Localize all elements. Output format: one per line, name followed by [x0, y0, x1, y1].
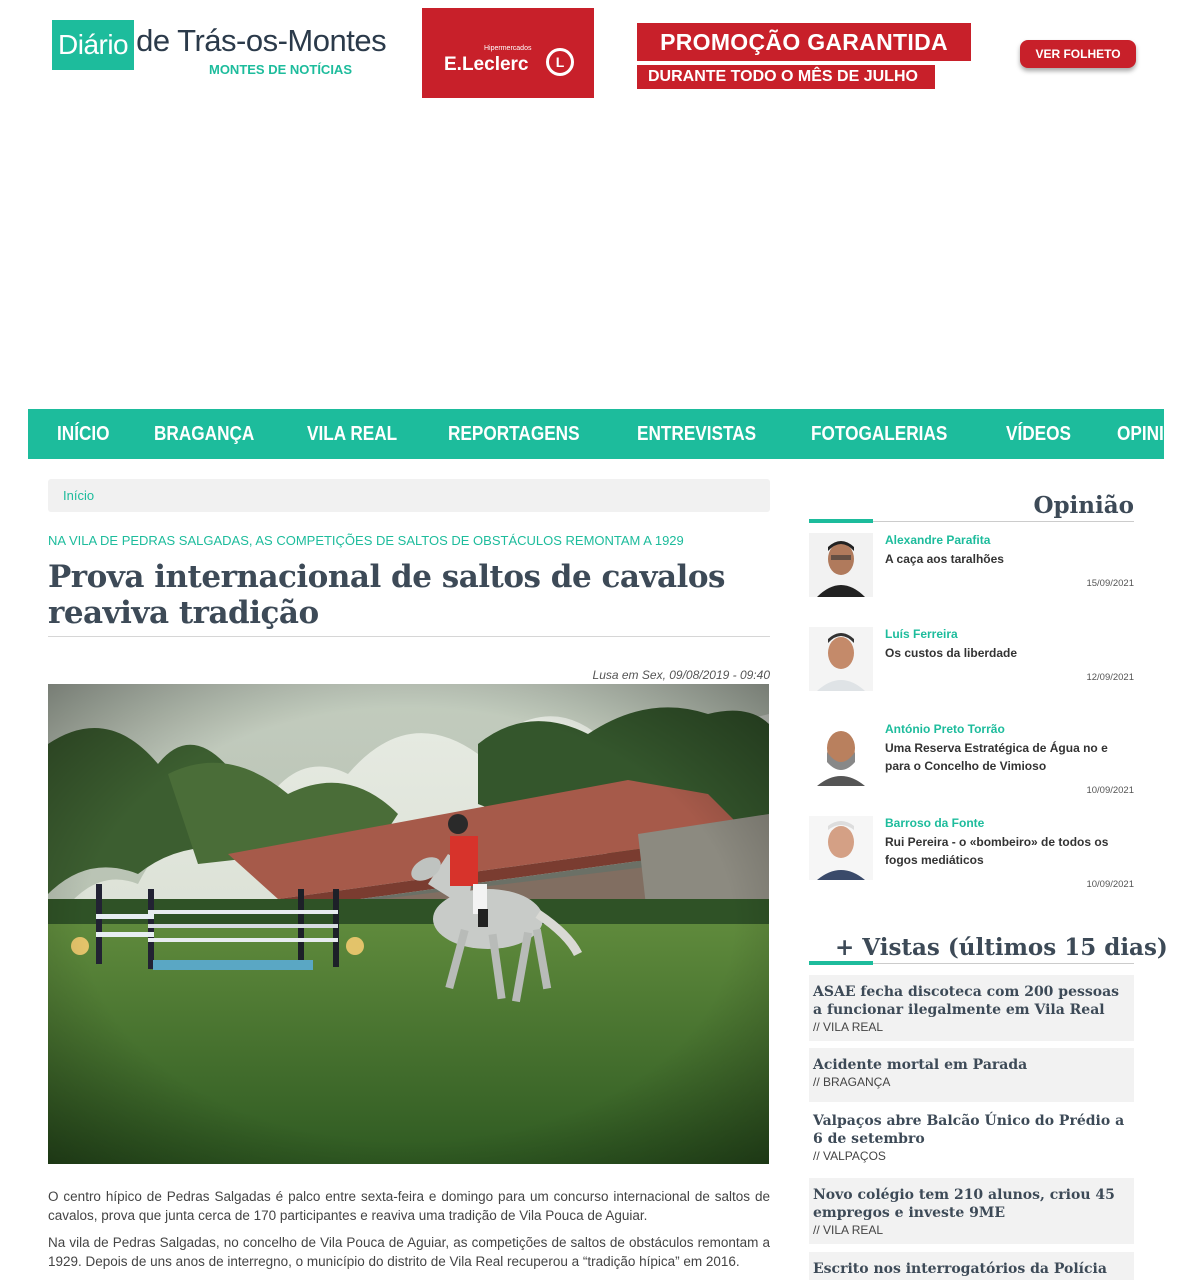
opinion-item[interactable] — [809, 533, 1134, 613]
opinion-author[interactable]: António Preto Torrão — [885, 722, 1005, 736]
site-logo[interactable] — [52, 20, 387, 77]
article-kicker: NA VILA DE PEDRAS SALGADAS, AS COMPETIÇÕES DE SALTOS DE OBSTÁCULOS REMONTAM A 1929 — [48, 533, 684, 548]
most-viewed-category[interactable]: // VILA REAL — [813, 1020, 884, 1034]
section-accent-bar — [809, 519, 873, 523]
opinion-item[interactable] — [809, 627, 1134, 707]
logo-box: Diário — [52, 20, 134, 70]
leclerc-ad-banner[interactable] — [422, 8, 594, 98]
vistas-section-header — [809, 930, 1168, 964]
most-viewed-title[interactable]: Acidente mortal em Parada — [813, 1057, 1028, 1073]
most-viewed-category[interactable]: // BRAGANÇA — [813, 1075, 891, 1089]
opinion-title[interactable]: Uma Reserva Estratégica de Água no e para o Concelho de Vimioso — [885, 741, 1108, 773]
nav-item-reportagens[interactable]: REPORTAGENS — [447, 422, 580, 445]
nav-item-vila-real[interactable]: VILA REAL — [306, 422, 397, 445]
section-accent-bar — [809, 961, 873, 965]
opinion-title[interactable]: Rui Pereira - o «bombeiro» de todos os fogos mediáticos — [885, 835, 1109, 867]
opinion-author[interactable]: Alexandre Parafita — [885, 533, 991, 547]
leclerc-ad-brand: E.Leclerc — [444, 54, 529, 75]
show-jumping-photo — [48, 684, 769, 1164]
opiniao-section-header — [809, 488, 1134, 522]
opinion-date: 15/09/2021 — [1086, 578, 1134, 589]
most-viewed-item[interactable] — [809, 1252, 1134, 1280]
most-viewed-title[interactable]: Escrito nos interrogatórios da Polícia — [813, 1261, 1107, 1277]
site-header — [0, 0, 1182, 110]
opinion-title[interactable]: A caça aos taralhões — [885, 552, 1004, 566]
author-avatar[interactable] — [809, 722, 873, 786]
leclerc-logo-icon: L — [546, 48, 574, 76]
article-paragraph: O centro hípico de Pedras Salgadas é palco entre sexta-feira e domingo para um concurso internacional de saltos de cavalos, prova que junta cerca de 170 participantes e reaviva uma tradição de Vila Pouca de Aguiar. — [48, 1189, 770, 1223]
most-viewed-category[interactable]: // VILA REAL — [813, 1223, 884, 1237]
most-viewed-title[interactable]: Novo colégio tem 210 alunos, criou 45 empregos e investe 9ME — [813, 1187, 1115, 1221]
most-viewed-item[interactable] — [809, 1178, 1134, 1244]
author-avatar[interactable] — [809, 533, 873, 597]
opinion-date: 10/09/2021 — [1086, 879, 1134, 890]
article-title: Prova internacional de saltos de cavalos reaviva tradição — [48, 559, 725, 631]
most-viewed-title[interactable]: ASAE fecha discoteca com 200 pessoas a funcionar ilegalmente em Vila Real — [813, 984, 1120, 1018]
article-photo[interactable] — [48, 684, 769, 1164]
nav-item-braganca[interactable]: BRAGANÇA — [154, 422, 255, 445]
opiniao-section-title: Opinião — [1033, 492, 1134, 519]
most-viewed-category[interactable]: // VALPAÇOS — [813, 1149, 886, 1163]
article-paragraph: Na vila de Pedras Salgadas, no concelho de Vila Pouca de Aguiar, as competições de saltos de obstáculos remontam a 1929. Depois de uns anos de interregno, o município do distrito de Vila Real recuperou a “tradição hípica” em 2016. — [48, 1235, 770, 1269]
main-nav — [28, 409, 1190, 459]
opinion-author[interactable]: Barroso da Fonte — [885, 816, 985, 830]
opinion-item[interactable] — [809, 816, 1134, 896]
author-avatar[interactable] — [809, 627, 873, 691]
most-viewed-title[interactable]: Valpaços abre Balcão Único do Prédio a 6 de setembro — [813, 1113, 1125, 1147]
opinion-item[interactable] — [809, 722, 1134, 802]
logo-text: de Trás-os-Montes — [136, 23, 387, 58]
opinion-author[interactable]: Luís Ferreira — [885, 627, 958, 641]
nav-item-entrevistas[interactable]: ENTREVISTAS — [636, 422, 756, 445]
author-avatar[interactable] — [809, 816, 873, 880]
nav-item-videos[interactable]: VÍDEOS — [1005, 422, 1071, 445]
title-divider — [48, 636, 770, 637]
logo-tagline: MONTES DE NOTÍCIAS — [208, 62, 352, 77]
breadcrumb-home-link[interactable]: Início — [63, 488, 95, 503]
opinion-date: 10/09/2021 — [1086, 785, 1134, 796]
vistas-section-title: + Vistas (últimos 15 dias) — [835, 934, 1168, 961]
opinion-date: 12/09/2021 — [1086, 672, 1134, 683]
opinion-title[interactable]: Os custos da liberdade — [885, 646, 1018, 660]
ver-folheto-button[interactable]: VER FOLHETO — [1020, 40, 1136, 68]
most-viewed-item[interactable] — [809, 975, 1134, 1041]
most-viewed-item[interactable] — [809, 1104, 1134, 1170]
article-byline: Lusa em Sex, 09/08/2019 - 09:40 — [592, 668, 770, 682]
breadcrumb — [48, 479, 770, 512]
promo-banner-subtitle[interactable]: DURANTE TODO O MÊS DE JULHO — [637, 65, 935, 89]
nav-item-fotogalerias[interactable]: FOTOGALERIAS — [811, 422, 948, 445]
nav-item-opiniao[interactable]: OPINIÃO — [1117, 422, 1190, 445]
nav-item-inicio[interactable]: INÍCIO — [57, 422, 110, 445]
promo-banner-title[interactable]: PROMOÇÃO GARANTIDA — [637, 23, 971, 61]
most-viewed-item[interactable] — [809, 1048, 1134, 1102]
leclerc-ad-small-text: Hipermercados — [484, 45, 532, 52]
